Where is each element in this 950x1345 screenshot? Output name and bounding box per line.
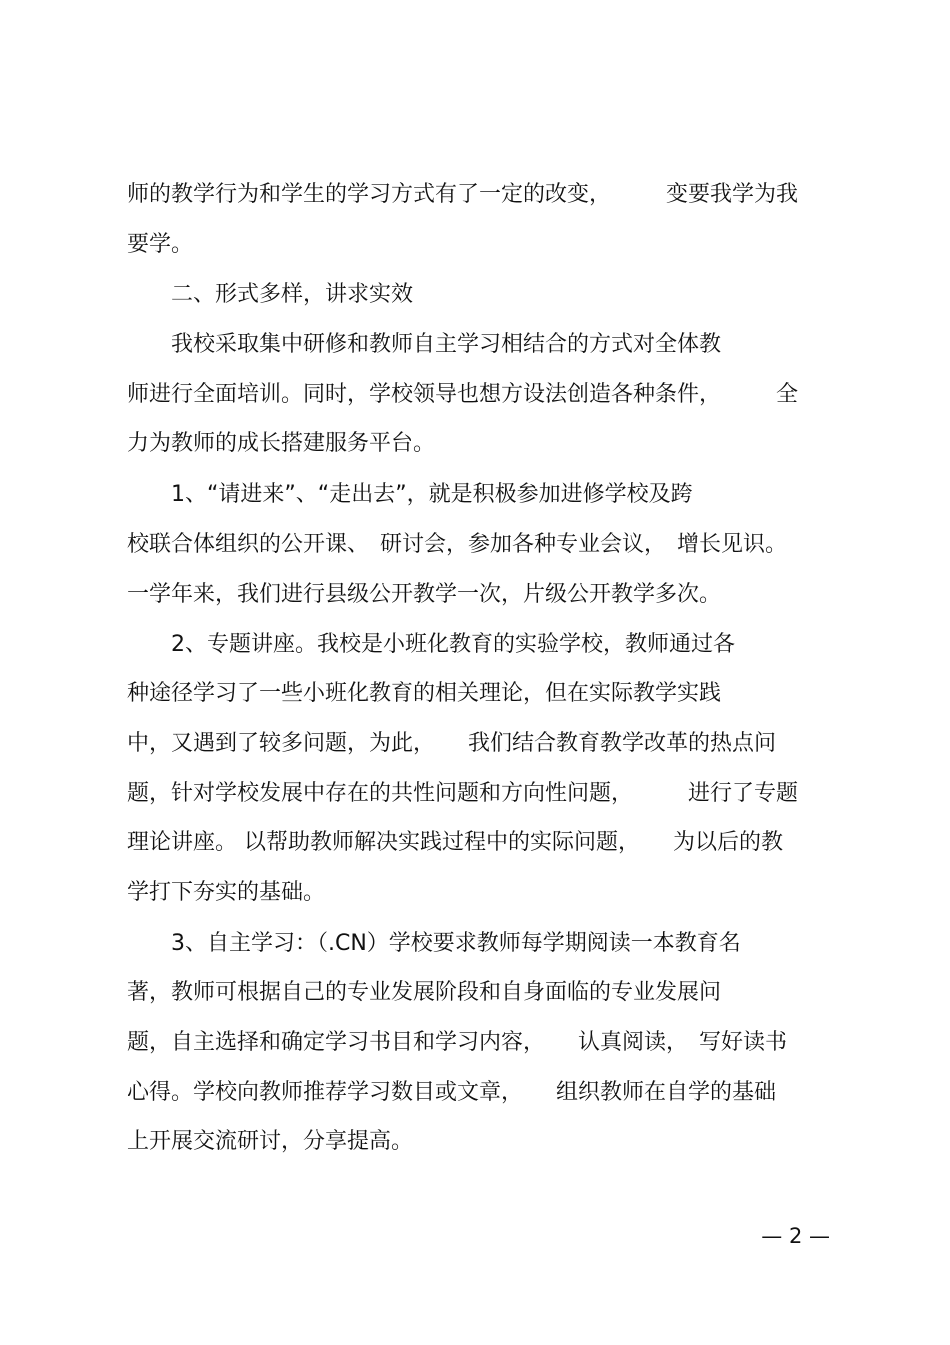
page-number: — 2 — — [761, 1224, 830, 1248]
text-line: 师进行全面培训。同时，学校领导也想方设法创造各种条件， 全 — [127, 382, 799, 407]
text-line: 3、自主学习：（.CN）学校要求教师每学期阅读一本教育名 — [127, 931, 741, 956]
text-line: 题，自主选择和确定学习书目和学习内容， 认真阅读， 写好读书 — [127, 1030, 788, 1055]
text-line: 力为教师的成长搭建服务平台。 — [127, 431, 436, 456]
section-heading: 二、形式多样，讲求实效 — [127, 282, 414, 307]
text-line: 一学年来，我们进行县级公开教学一次，片级公开教学多次。 — [127, 582, 722, 607]
text-line: 心得。学校向教师推荐学习数目或文章， 组织教师在自学的基础 — [127, 1080, 777, 1105]
text-line: 上开展交流研讨，分享提高。 — [127, 1129, 414, 1154]
text-line: 题，针对学校发展中存在的共性问题和方向性问题， 进行了专题 — [127, 781, 799, 806]
text-line: 我校采取集中研修和教师自主学习相结合的方式对全体教 — [127, 332, 722, 357]
text-line: 校联合体组织的公开课、 研讨会，参加各种专业会议， 增长见识。 — [127, 532, 788, 557]
text-line: 理论讲座。 以帮助教师解决实践过程中的实际问题， 为以后的教 — [127, 830, 783, 855]
text-line: 师的教学行为和学生的学习方式有了一定的改变， 变要我学为我 — [127, 182, 799, 207]
text-line: 种途径学习了一些小班化教育的相关理论，但在实际教学实践 — [127, 681, 722, 706]
text-line: 2、专题讲座。我校是小班化教育的实验学校，教师通过各 — [127, 632, 735, 657]
text-line: 1、“请进来”、“走出去”，就是积极参加进修学校及跨 — [127, 482, 693, 507]
text-line: 中，又遇到了较多问题，为此， 我们结合教育教学改革的热点问 — [127, 731, 777, 756]
text-line: 学打下夯实的基础。 — [127, 880, 326, 905]
text-line: 著，教师可根据自己的专业发展阶段和自身面临的专业发展问 — [127, 980, 722, 1005]
text-line: 要学。 — [127, 232, 194, 257]
